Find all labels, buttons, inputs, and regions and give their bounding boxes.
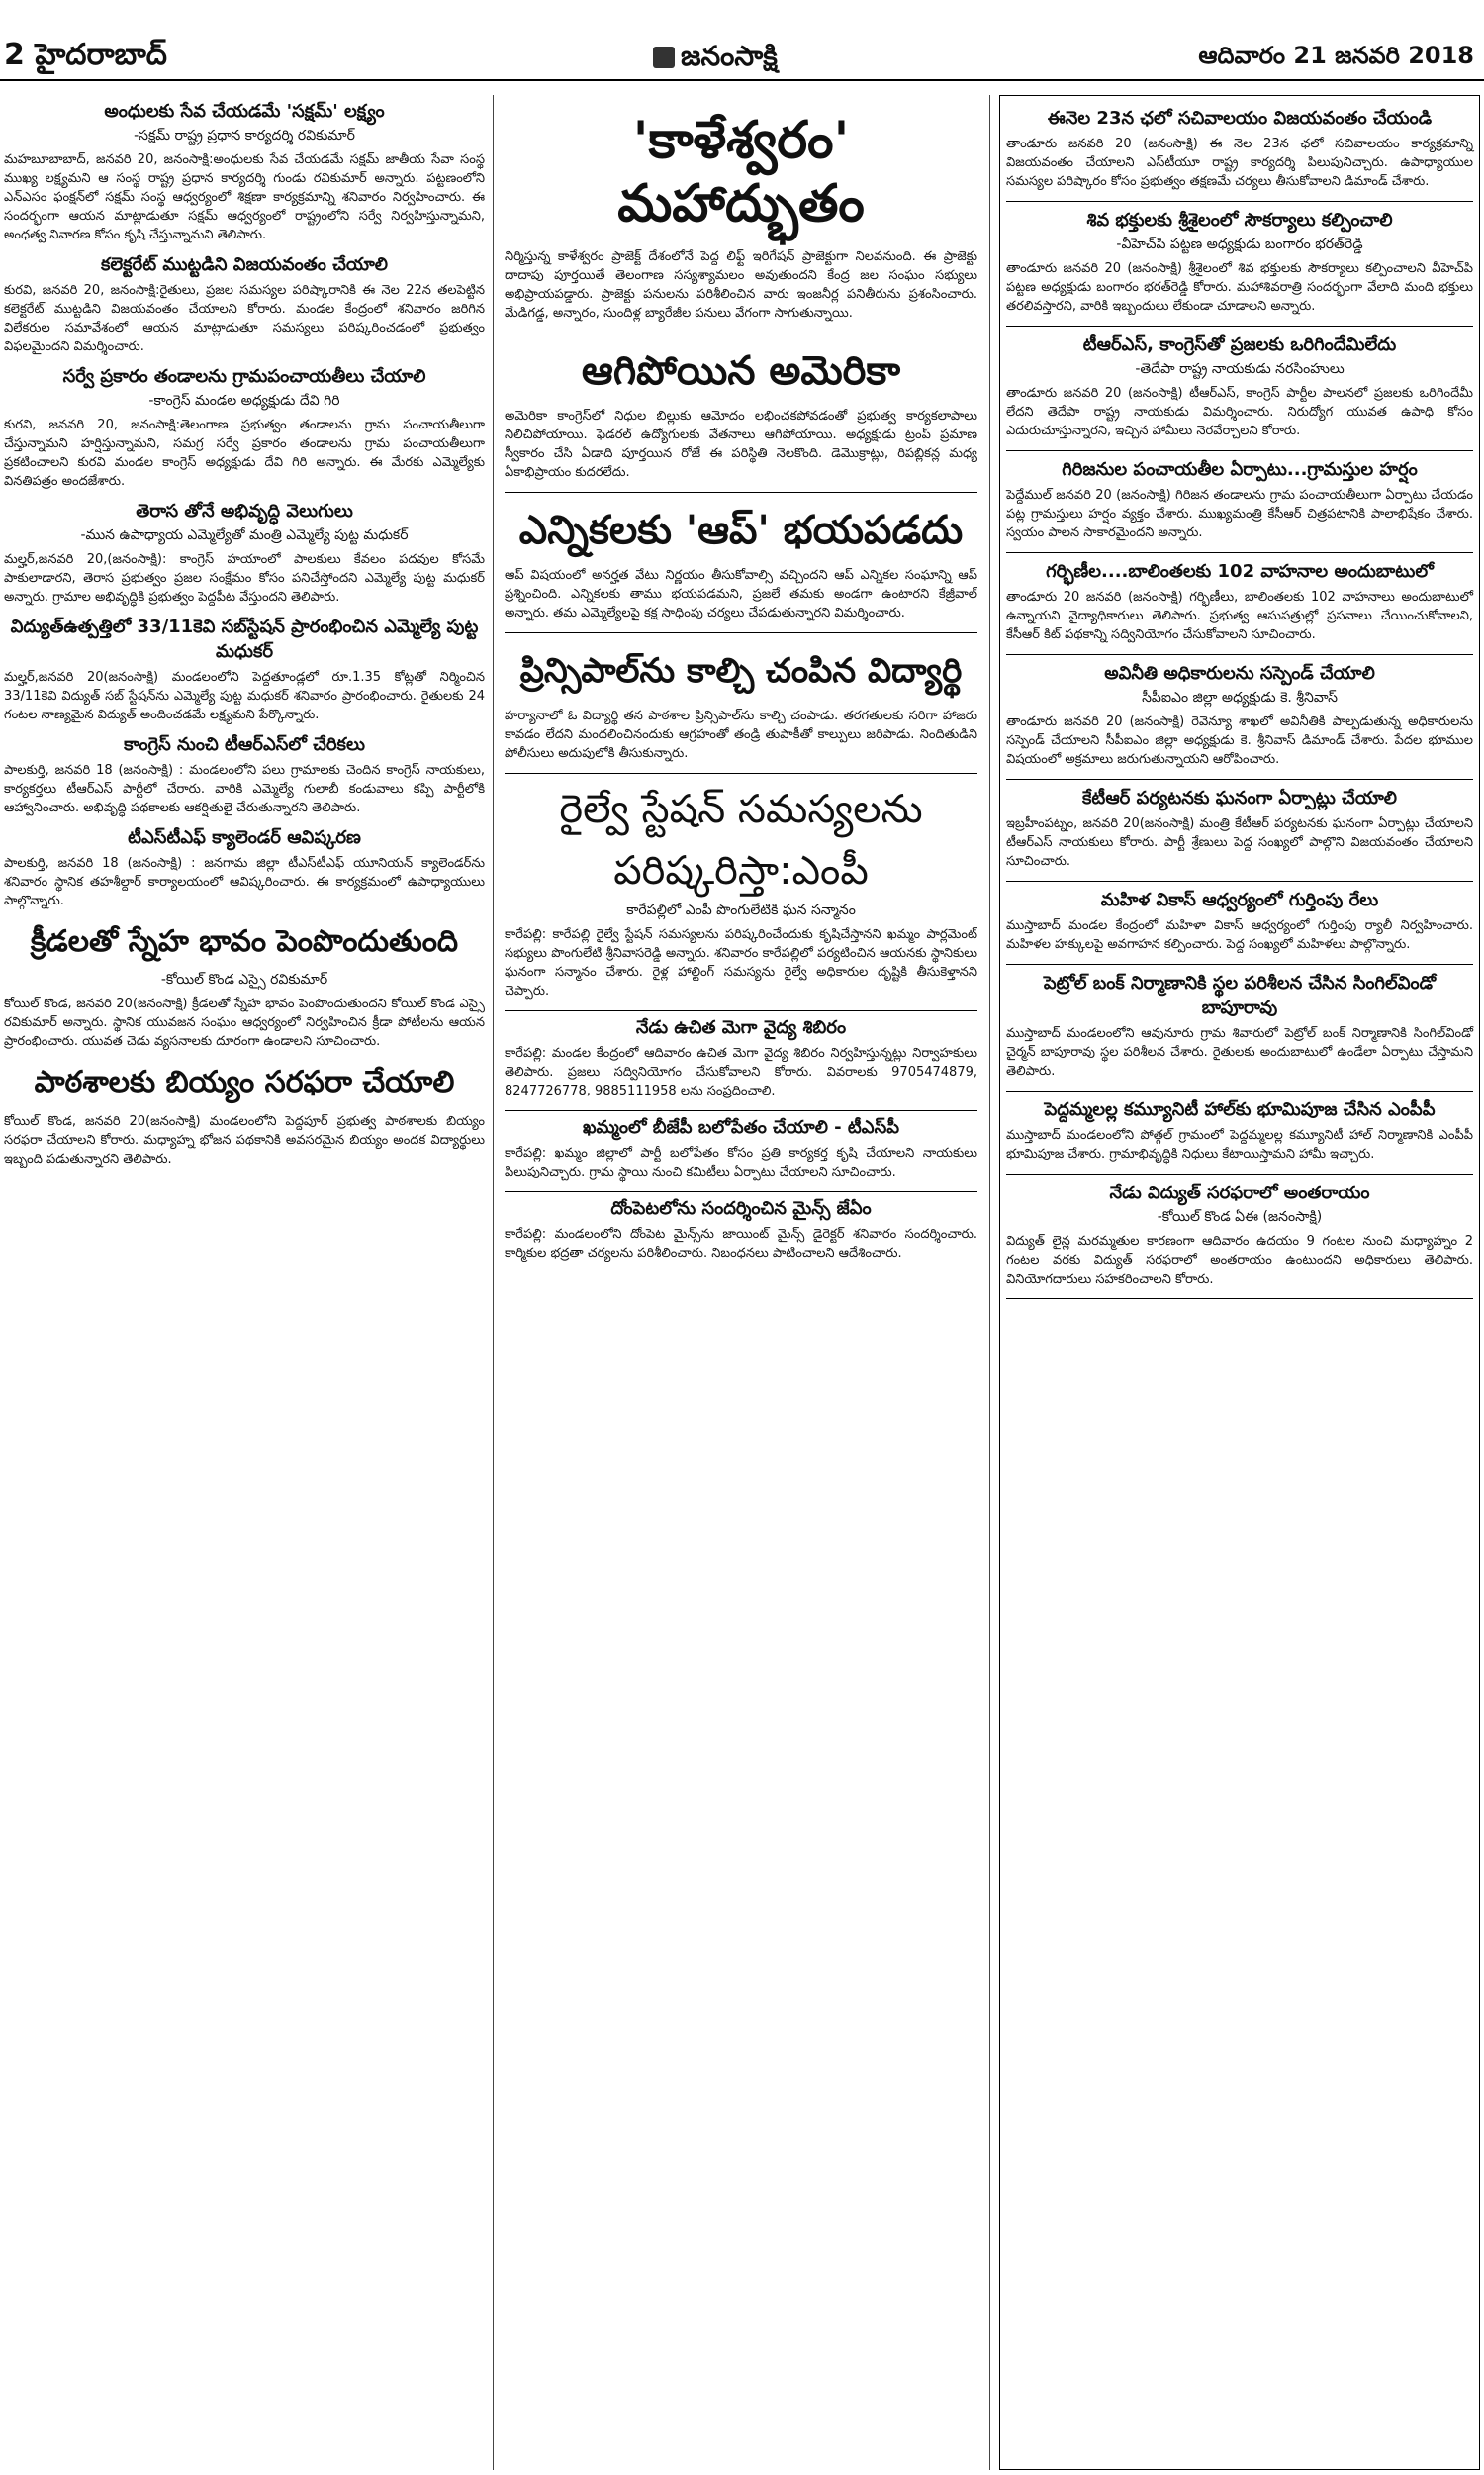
center-column (505, 95, 977, 2470)
article-separator (1006, 450, 1473, 451)
article (1006, 210, 1473, 327)
article-body: తాండూరు జనవరి 20 (జనంసాక్షి) శ్రీశైలంలో శివ భక్తులకు సౌకర్యాలు కల్పించాలని వీహెచ్‌పి పట్టణ అధ్యక్షుడు బంగారం భరత్‌రెడ్డి కోరారు. మహాశివరాత్రి సందర్భంగా వేలాది మంది భక్తులు తరలివస్తారని, వారికి ఇబ్బందులు లేకుండా చూడాలని అన్నారు. (1006, 261, 1473, 314)
article-byline: -సక్షమ్ రాష్ట్ర ప్రధాన కార్యదర్శి రవికుమార్ (134, 128, 355, 143)
article (505, 784, 977, 1011)
article-headline: పాఠశాలకు బియ్యం సరఫరా చేయాలి (34, 1065, 455, 1099)
article-headline: ప్రిన్సిపాల్‌ను కాల్చి చంపిన విద్యార్థి (519, 651, 963, 691)
article-headline: గిరిజనుల పంచాయతీల ఏర్పాటు...గ్రామస్తుల హర్షం (1062, 459, 1418, 480)
article-headline: మహిళ వికాస్ ఆధ్వర్యంలో గుర్తింపు రేలు (1100, 890, 1379, 910)
article-headline: కేటీఆర్ పర్యటనకు ఘనంగా ఏర్పాట్లు చేయాలి (1082, 788, 1397, 809)
article-separator (1006, 201, 1473, 202)
article-body: పాలకుర్తి, జనవరి 18 (జనంసాక్షి) : జనగామ జిల్లా టీఎస్‌టీఎఫ్ యూనియన్ క్యాలెండర్‌ను శనివారం స్థానిక తహశీల్దార్ కార్యాలయంలో ఆవిష్కరించారు. ఈ కార్యక్రమంలో ఉపాధ్యాయులు పాల్గొన్నారు. (4, 856, 485, 908)
article-separator (1006, 1091, 1473, 1092)
article-headline: సర్వే ప్రకారం తండాలను గ్రామపంచాయతీలు చేయాలి (62, 366, 426, 387)
article-separator (505, 632, 977, 633)
article-body: ముస్తాబాద్ మండలంలోని ఆవునూరు గ్రామ శివారులో పెట్రోల్ బంక్ నిర్మాణానికి సింగిల్‌విండో చైర్మన్ బాపూరావు స్థల పరిశీలన చేశారు. రైతులకు అందుబాటులో ఉండేలా ఏర్పాటు చేస్తామని తెలిపారు. (1006, 1026, 1473, 1079)
article-headline: రైల్వే స్టేషన్ సమస్యలను (559, 787, 923, 832)
article-separator (1006, 1298, 1473, 1299)
article-separator (505, 492, 977, 493)
article (1006, 890, 1473, 965)
article-byline: సీపీఐఎం జిల్లా అధ్యక్షుడు కె. శ్రీనివాస్ (1142, 690, 1338, 706)
article-body: కారేపల్లి: కారేపల్లి రైల్వే స్టేషన్ సమస్యలను పరిష్కరించేందుకు కృషిచేస్తానని ఖమ్మం పార్లమెంట్ సభ్యులు పొంగులేటి శ్రీనివాసరెడ్డి అన్నారు. శనివారం కారేపల్లిలో పర్యటించిన ఆయనకు స్థానికులు ఘనంగా సన్మానం చేశారు. రైళ్ల హాల్టింగ్ సమస్యను రైల్వే అధికారుల దృష్టికి తీసుకెళ్తానని చెప్పారు. (505, 927, 977, 999)
article-separator (505, 1110, 977, 1111)
article-body: ఇబ్రహీంపట్నం, జనవరి 20(జనంసాక్షి) మంత్రి కేటీఆర్ పర్యటనకు ఘనంగా ఏర్పాట్లు చేయాలని టీఆర్‌ఎస్ నాయకులు కోరారు. పార్టీ శ్రేణులు పెద్ద సంఖ్యలో పాల్గొని విజయవంతం చేయాలని సూచించారు. (1006, 816, 1473, 869)
article-body: తాండూరు జనవరి 20 (జనంసాక్షి) టీఆర్‌ఎస్, కాంగ్రెస్ పార్టీల పాలనలో ప్రజలకు ఒరిగిందేమీ లేదని తెదేపా రాష్ట్ర నాయకుడు విమర్శించారు. నిరుద్యోగ యువత ఉపాధి కోసం ఎదురుచూస్తున్నారని, ఇచ్చిన హామీలు నెరవేర్చాలని కోరారు. (1006, 386, 1473, 438)
article-byline: -కోయిల్ కొండ ఎస్సై రవికుమార్ (160, 972, 328, 988)
article-body: ముస్తాబాద్ మండలంలోని పోత్గల్ గ్రామంలో పెద్దమ్మలల్ల కమ్యూనిటీ హాల్ నిర్మాణానికి ఎంపీపీ భూమిపూజ చేశారు. గ్రామాభివృద్ధికి నిధులు కేటాయిస్తామని హామీ ఇచ్చారు. (1006, 1128, 1473, 1162)
article (1006, 663, 1473, 780)
article-headline-line2: పరిష్కరిస్తా:ఎంపీ (613, 848, 869, 894)
article-body: తాండూరు జనవరి 20 (జనంసాక్షి) ఈ నెల 23న ఛలో సచివాలయం కార్యక్రమాన్ని విజయవంతం చేయాలని ఎస్‌టీయూ రాష్ట్ర కార్యదర్శి పిలుపునిచ్చారు. ఉపాధ్యాయుల సమస్యల పరిష్కారం కోసం ప్రభుత్వం తక్షణమే చర్యలు తీసుకోవాలని డిమాండ్ చేశారు. (1006, 137, 1473, 189)
article-byline: కారేపల్లిలో ఎంపీ పొంగులేటికి ఘన సన్మానం (626, 903, 856, 918)
article-headline: టీఎస్‌టీఎఫ్ క్యాలెండర్ ఆవిష్కరణ (128, 827, 361, 848)
article-body: కురవి, జనవరి 20, జనంసాక్షి:తెలంగాణ ప్రభుత్వం తండాలను గ్రామ పంచాయతీలుగా చేస్తున్నామని హర్షిస్తున్నామని, సమగ్ర సర్వే ప్రకారం తండాలను గ్రామ పంచాయతీలుగా ప్రకటించాలని కురవి మండల కాంగ్రెస్ అధ్యక్షుడు దేవి గిరి అన్నారు. ఈ మేరకు ఎమ్మెల్యేకు వినతిపత్రం అందజేశారు. (4, 418, 485, 489)
article-separator (505, 773, 977, 774)
issue-date: ఆదివారం 21 జనవరి 2018 (1198, 42, 1474, 69)
article-body: కురవి, జనవరి 20, జనంసాక్షి:రైతులు, ప్రజల సమస్యల పరిష్కారానికి ఈ నెల 22న తలపెట్టిన కలెక్టరేట్ ముట్టడిని విజయవంతం చేయాలని కోరారు. మండల కేంద్రంలో శనివారం జరిగిన విలేకరుల సమావేశంలో ఆయన మాట్లాడుతూ సమస్యలు పరిష్కరించడంలో ప్రభుత్వం విఫలమైందని విమర్శించారు. (4, 283, 485, 354)
article-headline: అంధులకు సేవ చేయడమే 'సక్షమ్' లక్ష్యం (104, 101, 385, 122)
article-separator (505, 1191, 977, 1192)
article-byline: -కోయిల్ కొండ ఏఈ (జనంసాక్షి) (1157, 1209, 1323, 1225)
article (1006, 108, 1473, 202)
column-divider (493, 95, 494, 2470)
column-divider (989, 95, 990, 2470)
article-headline: శివ భక్తులకు శ్రీశైలంలో సౌకర్యాలు కల్పించాలి (1086, 210, 1393, 231)
article-headline: క్రీడలతో స్నేహ భావం పెంపొందుతుంది (30, 924, 459, 959)
article-body: కారేపల్లి: మండల కేంద్రంలో ఆదివారం ఉచిత మెగా వైద్య శిబిరం నిర్వహిస్తున్నట్లు నిర్వాహకులు తెలిపారు. ప్రజలు సద్వినియోగం చేసుకోవాలని కోరారు. వివరాలకు 9705474879, 8247726778, 9885111958 లను సంప్రదించాలి. (505, 1046, 977, 1098)
article-separator (1006, 654, 1473, 655)
article (1006, 561, 1473, 655)
article-headline: అవినీతి అధికారులను సస్పెండ్ చేయాలి (1104, 663, 1375, 684)
article-byline: -తెదేపా రాష్ట్ర నాయకుడు నరసింహులు (1135, 361, 1345, 377)
article (505, 109, 977, 333)
article (4, 101, 485, 244)
article-headline: ఎన్నికలకు 'ఆప్' భయపడదు (518, 508, 964, 553)
article-separator (1006, 326, 1473, 327)
article-body: కారేపల్లి: ఖమ్మం జిల్లాలో పార్టీ బలోపేతం కోసం ప్రతి కార్యకర్త కృషి చేయాలని నాయకులు పిలుపునిచ్చారు. గ్రామ స్థాయి నుంచి కమిటీలు ఏర్పాటు చేయాలని సూచించారు. (505, 1146, 977, 1180)
article-separator (1006, 1174, 1473, 1175)
article-body: విద్యుత్ లైన్ల మరమ్మతుల కారణంగా ఆదివారం ఉదయం 9 గంటల నుంచి మధ్యాహ్నం 2 గంటల వరకు విద్యుత్ సరఫరాలో అంతరాయం ఉంటుందని అధికారులు తెలిపారు. వినియోగదారులు సహకరించాలని కోరారు. (1006, 1234, 1473, 1286)
article (505, 1198, 977, 1263)
article (4, 1063, 485, 1169)
article-headline: ఈనెల 23న ఛలో సచివాలయం విజయవంతం చేయండి (1047, 108, 1433, 129)
page-header (0, 0, 1484, 81)
article (505, 645, 977, 774)
article (505, 1017, 977, 1111)
article-body: పాలకుర్తి, జనవరి 18 (జనంసాక్షి) : మండలంలోని పలు గ్రామాలకు చెందిన కాంగ్రెస్ నాయకులు, కార్యకర్తలు టీఆర్‌ఎస్ పార్టీలో చేరారు. వారికి ఎమ్మెల్యే గులాబీ కండువాలు కప్పి పార్టీలోకి ఆహ్వానించారు. అభివృద్ధి పథకాలకు ఆకర్షితులై చేరుతున్నారని తెలిపారు. (4, 763, 485, 815)
article-separator (1006, 964, 1473, 965)
article-separator (1006, 881, 1473, 882)
logo-mark-icon (653, 47, 675, 68)
article (4, 922, 485, 1051)
article-headline: ఖమ్మంలో బీజేపీ బలోపేతం చేయాలి - టీఎస్‌పీ (582, 1117, 900, 1138)
article-body: తాండూరు 20 జనవరి (జనంసాక్షి) గర్భిణీలు, బాలింతలకు 102 వాహనాలు అందుబాటులో ఉన్నాయని వైద్యాధికారులు తెలిపారు. ప్రభుత్వ ఆసుపత్రుల్లో ప్రసవాలు చేయించుకోవాలని, కేసీఆర్ కిట్ పథకాన్ని సద్వినియోగం చేసుకోవాలని సూచించారు. (1006, 590, 1473, 642)
article-headline: విద్యుత్‌ఉత్పత్తిలో 33/11కెవి సబ్‌స్టేషన్ ప్రారంభించిన ఎమ్మెల్యే పుట్ట మధుకర్ (10, 617, 479, 662)
article-byline: -వీహెచ్‌పి పట్టణ అధ్యక్షుడు బంగారం భరత్‌రెడ్డి (1116, 237, 1363, 252)
logo-text: జనంసాక్షి (681, 40, 778, 72)
masthead-logo (653, 40, 778, 79)
article (1006, 459, 1473, 553)
article-separator (505, 1010, 977, 1011)
article (4, 827, 485, 910)
article-body: కోయిల్ కొండ, జనవరి 20(జనంసాక్షి) మండలంలోని పెద్దపూర్ ప్రభుత్వ పాఠశాలకు బియ్యం సరఫరా చేయాలని కోరారు. మధ్యాహ్న భోజన పథకానికి అవసరమైన బియ్యం అందక విద్యార్థులు ఇబ్బంది పడుతున్నారని తెలిపారు. (4, 1114, 485, 1167)
article-body: కోయిల్ కొండ, జనవరి 20(జనంసాక్షి) క్రీడలతో స్నేహ భావం పెంపొందుతుందని కోయిల్ కొండ ఎస్సై రవికుమార్ అన్నారు. స్థానిక యువజన సంఘం ఆధ్వర్యంలో నిర్వహించిన క్రీడా పోటీలను ఆయన ప్రారంభించారు. యువత చెడు వ్యసనాలకు దూరంగా ఉండాలని సూచించారు. (4, 997, 485, 1049)
article (505, 1117, 977, 1192)
article-headline: టీఆర్‌ఎస్, కాంగ్రెస్‌తో ప్రజలకు ఒరిగిందేమిలేదు (1082, 334, 1397, 355)
article (4, 734, 485, 817)
article-headline: ఆగిపోయిన అమెరికా (581, 348, 901, 394)
left-column (4, 95, 485, 2470)
article-headline: నేడు విద్యుత్ సరఫరాలో అంతరాయం (1109, 1183, 1370, 1203)
article (4, 366, 485, 491)
right-column (999, 95, 1480, 2470)
article-separator (1006, 552, 1473, 553)
article-body: మల్హర్,జనవరి 20,(జనంసాక్షి): కాంగ్రెస్ హయాంలో పాలకులు కేవలం పదవుల కోసమే పాకులాడారని, తెరాస ప్రభుత్వం ప్రజల సంక్షేమం కోసం పనిచేస్తోందని ఎమ్మెల్యే పుట్ట మధుకర్ అన్నారు. గ్రామాల అభివృద్ధికి ప్రభుత్వం పెద్దపీట వేస్తుందని తెలిపారు. (4, 552, 485, 605)
page-label: 2 హైదరాబాద్ (4, 38, 167, 72)
article-separator (1006, 779, 1473, 780)
article-byline: -కాంగ్రెస్ మండల అధ్యక్షుడు దేవి గిరి (148, 393, 340, 409)
article-headline: దోంపెటలోను సందర్శించిన మైన్స్ జేఏం (610, 1198, 872, 1219)
article-body: ముస్తాబాద్ మండల కేంద్రంలో మహిళా వికాస్ ఆధ్వర్యంలో గుర్తింపు ర్యాలీ నిర్వహించారు. మహిళల హక్కులపై అవగాహన కల్పించారు. పెద్ద సంఖ్యలో మహిళలు పాల్గొన్నారు. (1006, 918, 1473, 952)
article (4, 501, 485, 607)
article (1006, 1183, 1473, 1299)
article (4, 254, 485, 356)
article-headline: నేడు ఉచిత మెగా వైద్య శిబిరం (635, 1017, 847, 1038)
article-body: హర్యానాలో ఓ విద్యార్థి తన పాఠశాల ప్రిన్సిపాల్‌ను కాల్చి చంపాడు. తరగతులకు సరిగా హాజరు కావడం లేదని మందలించినందుకు ఆగ్రహంతో తండ్రి తుపాకీతో కాల్పులు జరిపాడు. నిందితుడిని పోలీసులు అదుపులోకి తీసుకున్నారు. (505, 709, 977, 761)
article-body: పెద్దేముల్ జనవరి 20 (జనంసాక్షి) గిరిజన తండాలను గ్రామ పంచాయతీలుగా ఏర్పాటు చేయడం పట్ల గ్రామస్తులు హర్షం వ్యక్తం చేశారు. ముఖ్యమంత్రి కేసీఆర్ చిత్రపటానికి పాలాభిషేకం చేశారు. స్వయం పాలన సాకారమైందని అన్నారు. (1006, 488, 1473, 540)
article-body: నిర్మిస్తున్న కాళేశ్వరం ప్రాజెక్ట్ దేశంలోనే పెద్ద లిఫ్ట్ ఇరిగేషన్ ప్రాజెక్టుగా నిలవనుంది. ఈ ప్రాజెక్టు దాదాపు పూర్తయితే తెలంగాణ సస్యశ్యామలం అవుతుందని కేంద్ర జల సంఘం సభ్యులు అభిప్రాయపడ్డారు. ప్రాజెక్టు పనులను పరిశీలించిన వారు ఇంజనీర్ల పనితీరును ప్రశంసించారు. మేడిగడ్డ, అన్నారం, సుందిళ్ల బ్యారేజీల పనులు వేగంగా సాగుతున్నాయి. (505, 249, 977, 321)
article (505, 345, 977, 493)
article-byline: -మున ఉపాధ్యాయ ఎమ్మెల్యేతో మంత్రి ఎమ్మెల్యే పుట్ట మధుకర్ (80, 527, 409, 543)
article-body: ఆప్ విషయంలో అనర్హత వేటు నిర్ణయం తీసుకోవాల్సి వచ్చిందని ఆప్ ఎన్నికల సంఘాన్ని ఆప్ ప్రశ్నించింది. ఎన్నికలకు తాము భయపడమని, ప్రజలే తమకు అండగా ఉంటారని కేజ్రీవాల్ అన్నారు. తమ ఎమ్మెల్యేలపై కక్ష సాధింపు చర్యలు చేపడుతున్నారని విమర్శించారు. (505, 568, 977, 620)
article (505, 505, 977, 633)
article-headline: గర్భిణీల....బాలింతలకు 102 వాహనాల అందుబాటులో (1046, 561, 1434, 582)
article-body: మల్హర్,జనవరి 20(జనంసాక్షి) మండలంలోని పెద్దతూండ్లలో రూ.1.35 కోట్లతో నిర్మించిన 33/11కెవి విద్యుత్ సబ్ స్టేషన్‌ను ఎమ్మెల్యే పుట్ట మధుకర్ శనివారం ప్రారంభించారు. రైతులకు 24 గంటల నాణ్యమైన విద్యుత్ అందించడమే లక్ష్యమని పేర్కొన్నారు. (4, 670, 485, 722)
article-body: మహబూబాబాద్, జనవరి 20, జనంసాక్షి:అంధులకు సేవ చేయడమే సక్షమ్ జాతీయ సేవా సంస్థ ముఖ్య లక్ష్యమని ఆ సంస్థ రాష్ట్ర ప్రధాన కార్యదర్శి గుండు రవికుమార్ అన్నారు. పట్టణంలోని ఎన్ఎసం ఫంక్షన్‌లో సక్షమ్ సంస్థ ఆధ్వర్యంలో శిక్షణా కార్యక్రమాన్ని శనివారం నిర్వహించారు. ఈ సందర్భంగా ఆయన మాట్లాడుతూ సక్షమ్ ఆధ్వర్యంలో రాష్ట్రంలోని సర్వే నిర్వహిస్తున్నామని, అంధత్వ నివారణ కోసం కృషి చేస్తున్నామని తెలిపారు. (4, 152, 485, 242)
article-body: కారేపల్లి: మండలంలోని దోంపెట మైన్స్‌ను జాయింట్ మైన్స్ డైరెక్టర్ శనివారం సందర్శించారు. కార్మికుల భద్రతా చర్యలను పరిశీలించారు. నిబంధనలు పాటించాలని ఆదేశించారు. (505, 1227, 977, 1261)
article-headline: కాంగ్రెస్ నుంచి టీఆర్‌ఎస్‌లో చేరికలు (124, 734, 365, 755)
article (1006, 334, 1473, 451)
article (1006, 973, 1473, 1092)
article-headline: 'కాళేశ్వరం' మహాద్భుతం (617, 111, 865, 234)
article (4, 617, 485, 724)
article (1006, 788, 1473, 882)
article-headline: పెద్దమ్మలల్ల కమ్యూనిటీ హాల్‌కు భూమిపూజ చేసిన ఎంపీపీ (1044, 1099, 1436, 1120)
article-headline: తెరాస తోనే అభివృద్ధి వెలుగులు (136, 501, 353, 522)
article-body: అమెరికా కాంగ్రెస్‌లో నిధుల బిల్లుకు ఆమోదం లభించకపోవడంతో ప్రభుత్వ కార్యకలాపాలు నిలిచిపోయాయి. ఫెడరల్ ఉద్యోగులకు వేతనాలు ఆగిపోయాయి. అధ్యక్షుడు ట్రంప్ ప్రమాణ స్వీకారం చేసి ఏడాది పూర్తయిన రోజే ఈ పరిస్థితి నెలకొంది. డెమొక్రాట్లు, రిపబ్లికన్ల మధ్య ఏకాభిప్రాయం కుదరలేదు. (505, 409, 977, 480)
article (1006, 1099, 1473, 1175)
article-body: తాండూరు జనవరి 20 (జనంసాక్షి) రెవెన్యూ శాఖలో అవినీతికి పాల్పడుతున్న అధికారులను సస్పెండ్ చేయాలని సీపీఐఎం జిల్లా అధ్యక్షుడు కె. శ్రీనివాస్ డిమాండ్ చేశారు. పేదల భూముల విషయంలో అక్రమాలు జరుగుతున్నాయని ఆరోపించారు. (1006, 714, 1473, 767)
article-headline: పెట్రోల్ బంక్ నిర్మాణానికి స్థల పరిశీలన చేసిన సింగిల్‌విండో బాపూరావు (1043, 973, 1437, 1018)
article-headline: కలెక్టరేట్ ముట్టడిని విజయవంతం చేయాలి (100, 254, 388, 275)
